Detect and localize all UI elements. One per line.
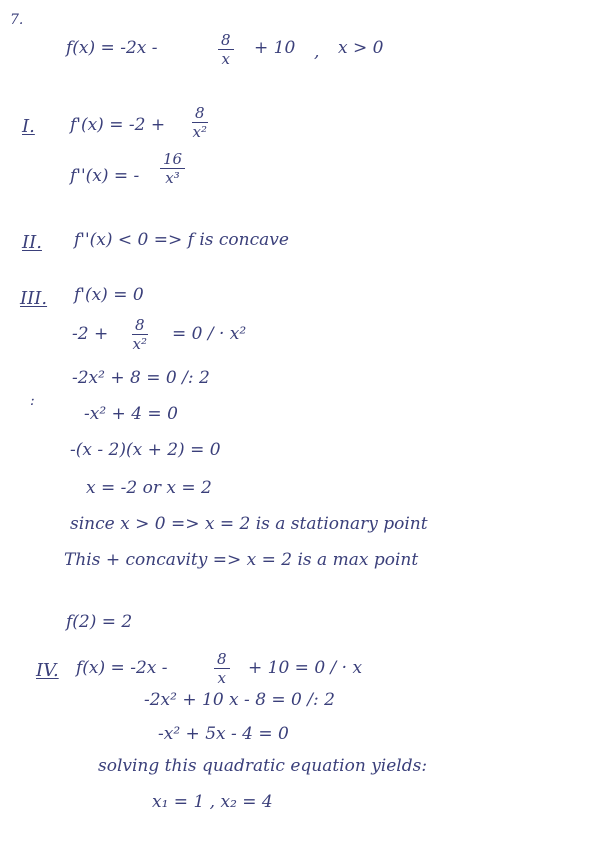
second-derivative-denominator: x³ xyxy=(165,169,180,187)
step-6-roots: x = -2 or x = 2 xyxy=(86,478,212,498)
step-2-lhs: -2 + xyxy=(72,324,109,344)
step-4: -x² + 4 = 0 xyxy=(84,404,178,424)
part-3-label: III. xyxy=(20,288,48,309)
part-4-step-2: -2x² + 10 x - 8 = 0 /: 2 xyxy=(144,690,335,710)
part-4-fraction xyxy=(214,652,230,686)
step-2-denominator: x² xyxy=(132,335,148,353)
step-2-rhs: = 0 / · x² xyxy=(172,324,247,344)
part-2-label: II. xyxy=(22,232,42,253)
max-point-conclusion: This + concavity => x = 2 is a max point xyxy=(64,550,419,570)
part-4-numerator: 8 xyxy=(214,652,230,669)
problem-number: 7. xyxy=(10,12,24,28)
given-domain: x > 0 xyxy=(338,38,384,58)
given-fraction-denominator: x xyxy=(221,50,230,68)
part-4-denominator: x xyxy=(217,669,226,687)
stationary-point-conclusion: since x > 0 => x = 2 is a stationary point xyxy=(70,514,428,534)
step-2-numerator: 8 xyxy=(132,318,148,335)
second-derivative-fraction xyxy=(160,152,185,186)
given-fraction-numerator: 8 xyxy=(218,33,234,50)
given-fraction xyxy=(218,33,234,67)
step-3: -2x² + 8 = 0 /: 2 xyxy=(72,368,210,388)
stationary-condition: f'(x) = 0 xyxy=(74,285,144,305)
given-function-rhs: + 10 xyxy=(254,38,296,58)
function-value-at-2: f(2) = 2 xyxy=(66,612,133,632)
step-5-factored: -(x - 2)(x + 2) = 0 xyxy=(70,440,221,460)
first-derivative-denominator: x² xyxy=(192,123,208,141)
part-4-label: IV. xyxy=(36,660,59,681)
second-derivative-numerator: 16 xyxy=(160,152,185,169)
part-4-eq-lhs: f(x) = -2x - xyxy=(76,658,168,678)
step-2-fraction xyxy=(132,318,148,352)
first-derivative-lhs: f'(x) = -2 + xyxy=(70,115,166,135)
first-derivative-numerator: 8 xyxy=(192,106,208,123)
concavity-statement: f''(x) < 0 => f is concave xyxy=(74,230,289,250)
first-derivative-fraction xyxy=(192,106,208,140)
part-4-step-3: -x² + 5x - 4 = 0 xyxy=(158,724,289,744)
part-4-solutions: x₁ = 1 , x₂ = 4 xyxy=(152,792,273,812)
given-comma: , xyxy=(314,42,320,62)
part-1-label: I. xyxy=(22,116,35,137)
part-4-solving-note: solving this quadratic equation yields: xyxy=(98,756,428,776)
part-4-eq-rhs: + 10 = 0 / · x xyxy=(248,658,363,678)
therefore-marks: : xyxy=(30,393,35,409)
second-derivative-lhs: f''(x) = - xyxy=(70,166,140,186)
given-function-lhs: f(x) = -2x - xyxy=(66,38,158,58)
